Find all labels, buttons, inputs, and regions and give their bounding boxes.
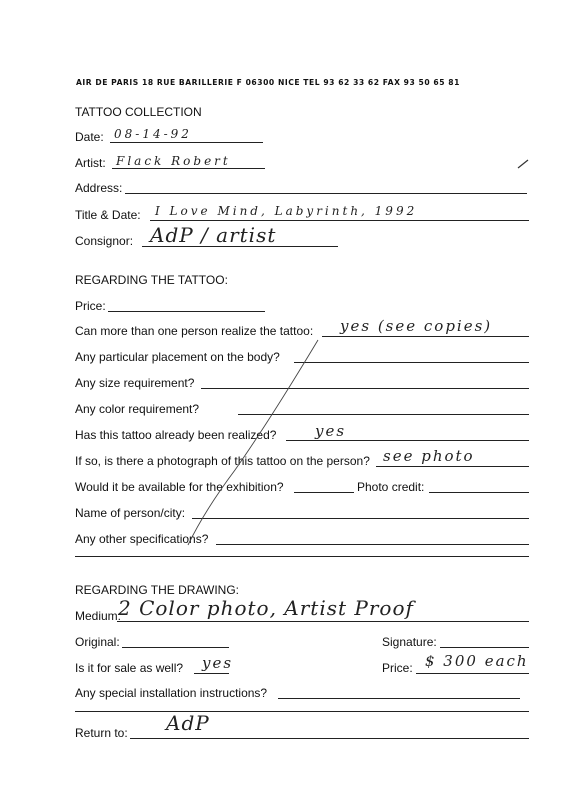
address-label: Address: bbox=[75, 181, 123, 195]
tattoo-section-title: REGARDING THE TATTOO: bbox=[75, 273, 228, 287]
color-label: Any color requirement? bbox=[75, 402, 200, 416]
tattoo-price-label: Price: bbox=[75, 299, 106, 313]
for-sale-label: Is it for sale as well? bbox=[75, 661, 184, 675]
form-title: TATTOO COLLECTION bbox=[75, 105, 202, 119]
other-specs-label: Any other specifications? bbox=[75, 532, 209, 546]
pen-tick-mark bbox=[518, 160, 528, 168]
consignor-value: AdP / artist bbox=[150, 223, 277, 247]
medium-value: 2 Color photo, Artist Proof bbox=[118, 596, 414, 620]
signature-label: Signature: bbox=[382, 635, 437, 649]
available-label: Would it be available for the exhibition? bbox=[75, 480, 284, 494]
drawing-section-title: REGARDING THE DRAWING: bbox=[75, 583, 240, 597]
photograph-value: see photo bbox=[383, 447, 475, 465]
drawing-price-value: $ 300 each bbox=[425, 652, 529, 670]
drawing-price-label: Price: bbox=[382, 661, 413, 675]
realized-label: Has this tattoo already been realized? bbox=[75, 428, 277, 442]
diagonal-pen-stroke bbox=[188, 340, 318, 545]
original-label: Original: bbox=[75, 635, 120, 649]
return-to-value: AdP bbox=[166, 711, 210, 735]
installation-label: Any special installation instructions? bbox=[75, 686, 268, 700]
letterhead: AIR DE PARIS 18 RUE BARILLERIE F 06300 NICE TEL 93 62 33 62 FAX 93 50 65 81 bbox=[76, 78, 460, 87]
return-to-label: Return to: bbox=[75, 726, 128, 740]
artist-label: Artist: bbox=[75, 156, 106, 170]
photo-credit-label: Photo credit: bbox=[357, 480, 425, 494]
photograph-label: If so, is there a photograph of this tattoo on the person? bbox=[75, 454, 370, 468]
artist-value: Flack Robert bbox=[116, 154, 231, 168]
consignor-label: Consignor: bbox=[75, 234, 134, 248]
date-label: Date: bbox=[75, 130, 104, 144]
title-date-label: Title & Date: bbox=[75, 208, 141, 222]
more-than-one-label: Can more than one person realize the tattoo: bbox=[75, 324, 314, 338]
for-sale-value: yes bbox=[202, 654, 234, 672]
size-label: Any size requirement? bbox=[75, 376, 195, 390]
more-than-one-value: yes (see copies) bbox=[340, 317, 493, 335]
placement-label: Any particular placement on the body? bbox=[75, 350, 280, 364]
medium-label: Medium: bbox=[75, 609, 122, 623]
date-value: 08-14-92 bbox=[114, 127, 192, 141]
name-city-label: Name of person/city: bbox=[75, 506, 186, 520]
realized-value: yes bbox=[315, 422, 347, 440]
title-date-value: I Love Mind, Labyrinth, 1992 bbox=[155, 204, 418, 218]
